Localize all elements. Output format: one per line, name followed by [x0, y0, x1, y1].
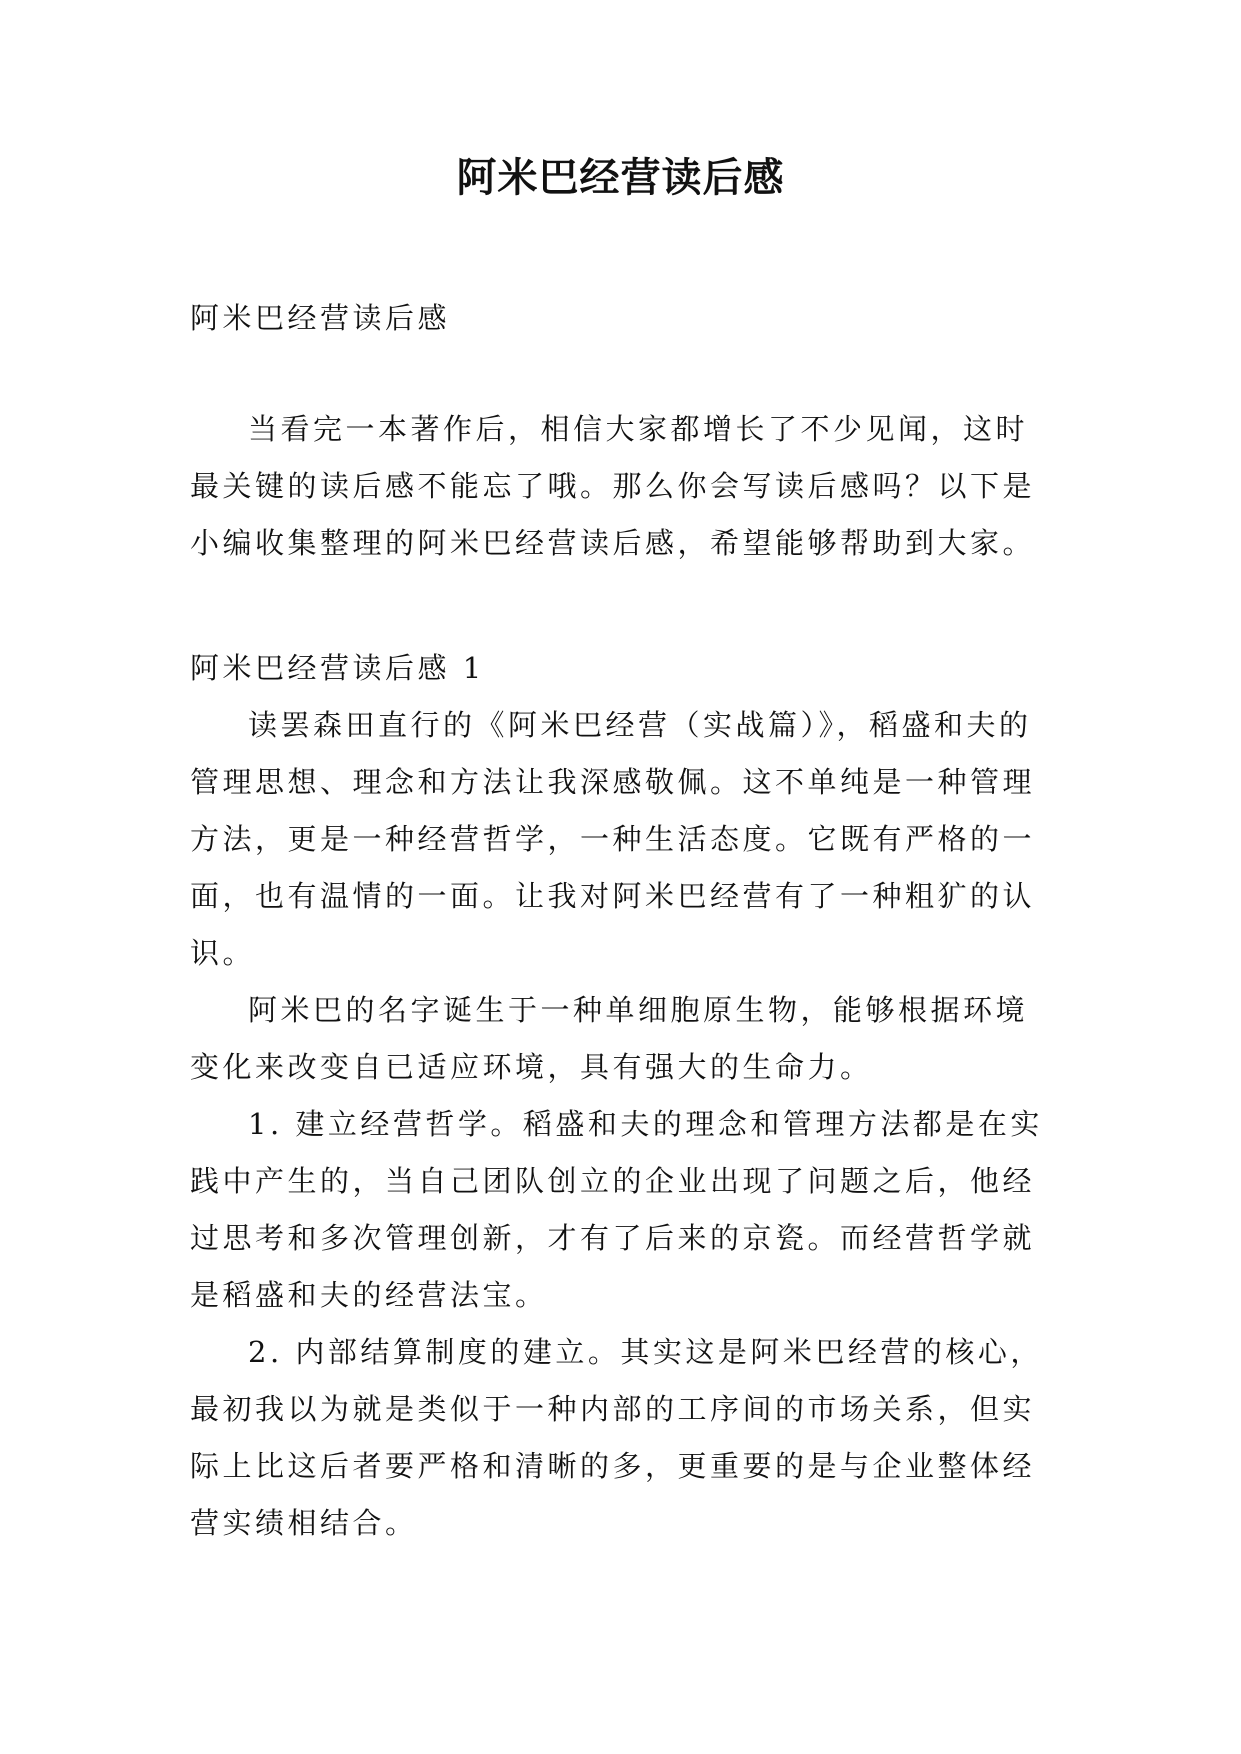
section-paragraph: 2. 内部结算制度的建立。其实这是阿米巴经营的核心，最初我以为就是类似于一种内部的工序间的市场关系，但实际上比这后者要严格和清晰的多，更重要的是与企业整体经营实绩相结合。 [190, 1335, 1043, 1540]
document-title: 阿米巴经营读后感 [456, 155, 785, 201]
intro-paragraph: 当看完一本著作后，相信大家都增长了不少见闻，这时最关键的读后感不能忘了哦。那么你会写读后感吗？以下是小编收集整理的阿米巴经营读后感，希望能够帮助到大家。 [190, 412, 1036, 560]
document-subtitle: 阿米巴经营读后感 [190, 301, 451, 335]
section-paragraph: 读罢森田直行的《阿米巴经营（实战篇）》，稻盛和夫的管理思想、理念和方法让我深感敬佩。这不单纯是一种管理方法，更是一种经营哲学，一种生活态度。它既有严格的一面，也有温情的一面。让我对阿米巴经营有了一种粗犷的认识。 [190, 708, 1036, 970]
section-1 [190, 640, 1060, 1552]
section-paragraph: 阿米巴的名字诞生于一种单细胞原生物，能够根据环境变化来改变自已适应环境，具有强大的生命力。 [190, 993, 1029, 1084]
section-heading: 阿米巴经营读后感 1 [190, 651, 485, 685]
section-paragraph: 1. 建立经营哲学。稻盛和夫的理念和管理方法都是在实践中产生的，当自己团队创立的企业出现了问题之后，他经过思考和多次管理创新，才有了后来的京瓷。而经营哲学就是稻盛和夫的经营法宝。 [190, 1107, 1043, 1312]
